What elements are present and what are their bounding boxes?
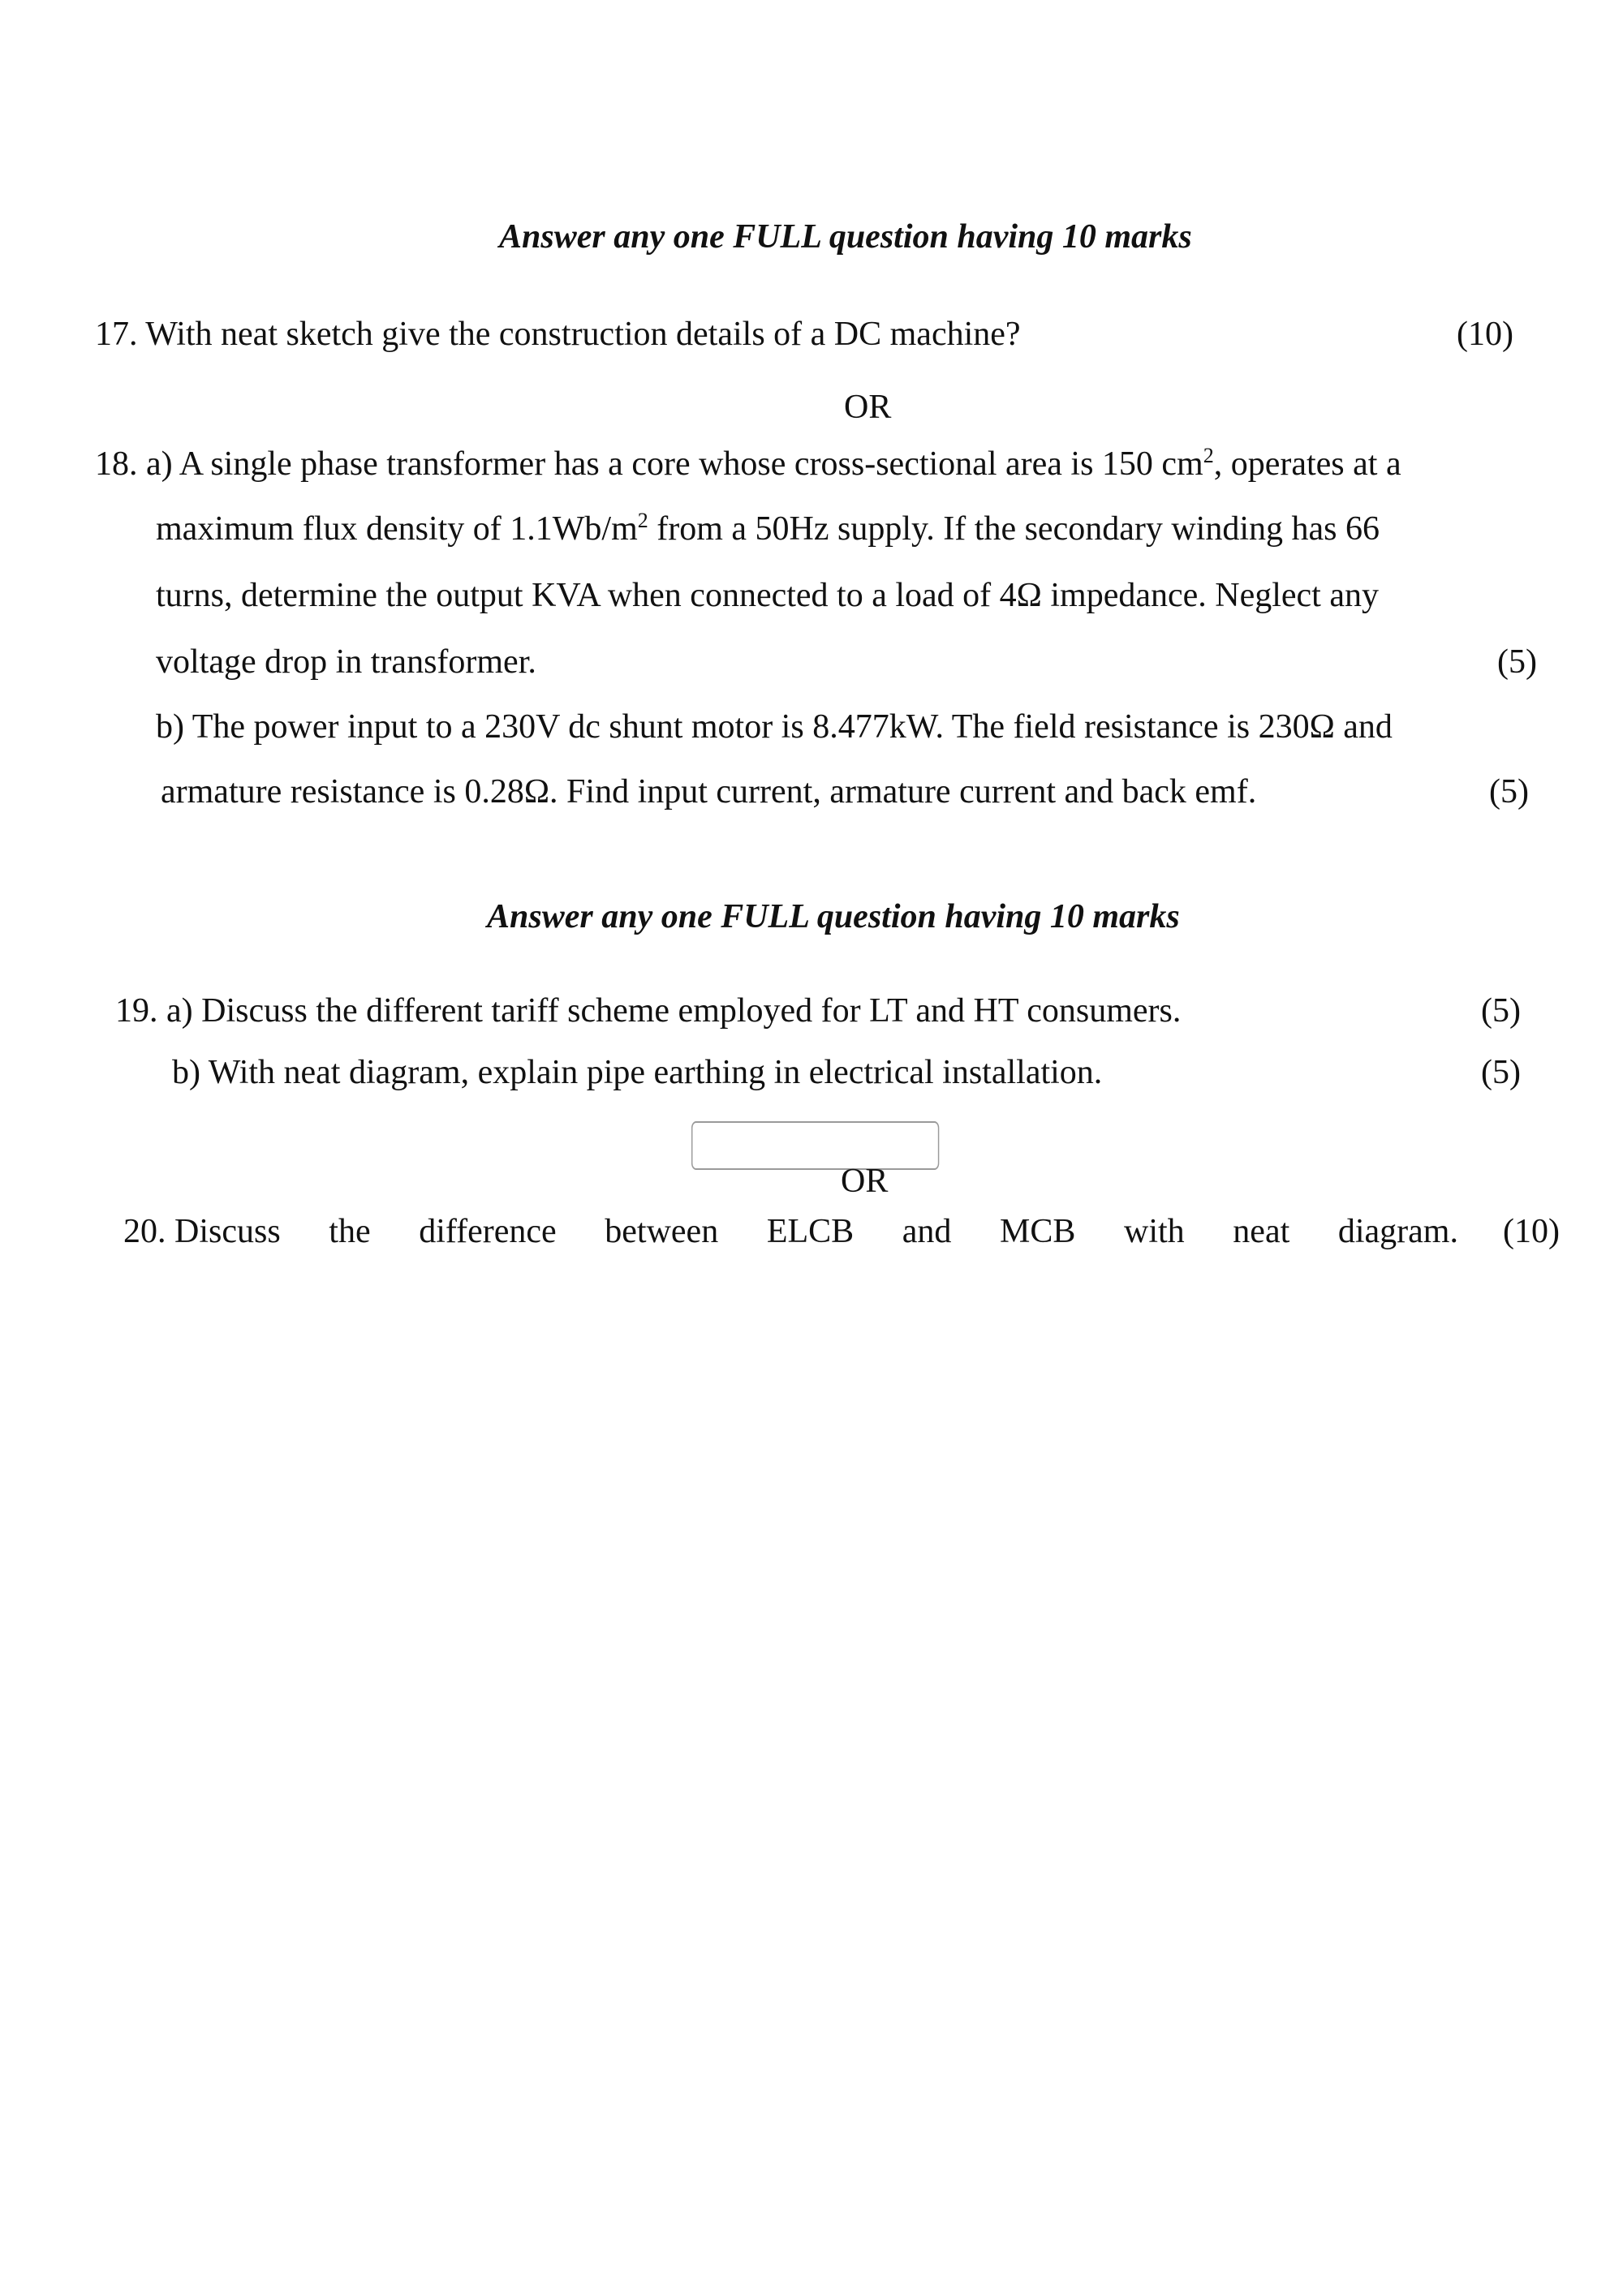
watermark-logo: [691, 1121, 939, 1170]
question-18a-marks: (5): [1497, 643, 1537, 681]
question-20-word: ELCB: [766, 1213, 855, 1250]
or-separator-1: OR: [844, 389, 892, 426]
question-18a-line-2-sup: 2: [637, 509, 648, 532]
question-20-word: between: [605, 1213, 719, 1250]
question-18a-line-4: voltage drop in transformer.: [156, 643, 536, 681]
question-18a-line-1-sup: 2: [1203, 444, 1214, 467]
question-20-word: with: [1124, 1213, 1185, 1250]
question-18a-line-1: [95, 445, 1401, 484]
question-20-word: difference: [419, 1213, 557, 1250]
question-20-word: neat: [1233, 1213, 1290, 1250]
question-19b-marks: (5): [1481, 1054, 1521, 1091]
question-18b-marks: (5): [1489, 773, 1529, 810]
question-19a-text: 19. a) Discuss the different tariff scheme employed for LT and HT consumers.: [115, 992, 1182, 1030]
section-heading-2: Answer any one FULL question having 10 marks: [487, 898, 1180, 935]
question-18a-line-1-tail: , operates at a: [1213, 445, 1401, 483]
or-separator-2: OR: [841, 1163, 889, 1200]
question-20-word: MCB: [1000, 1213, 1076, 1250]
question-18a-line-2-pre: maximum flux density of 1.1Wb/m: [156, 510, 638, 548]
question-20-marks: (10): [1503, 1213, 1560, 1250]
question-19a-marks: (5): [1481, 992, 1521, 1030]
question-20-text: [123, 1212, 1458, 1251]
question-20-word: the: [329, 1213, 371, 1250]
question-20-word: diagram.: [1337, 1213, 1458, 1250]
section-heading-1: Answer any one FULL question having 10 marks: [499, 218, 1192, 256]
question-17-text: 17. With neat sketch give the construction details of a DC machine?: [95, 316, 1021, 353]
question-19b-text: b) With neat diagram, explain pipe earthing in electrical installation.: [172, 1054, 1103, 1091]
question-20-word: 20. Discuss: [123, 1213, 281, 1250]
question-17-marks: (10): [1457, 316, 1513, 353]
question-18b-line-1: b) The power input to a 230V dc shunt motor is 8.477kW. The field resistance is 230Ω and: [156, 708, 1393, 746]
question-18a-line-3: turns, determine the output KVA when connected to a load of 4Ω impedance. Neglect any: [156, 577, 1379, 614]
question-18a-line-1-text: 18. a) A single phase transformer has a core whose cross-sectional area is 150 cm: [95, 445, 1203, 483]
question-18b-line-2: armature resistance is 0.28Ω. Find input current, armature current and back emf.: [161, 773, 1257, 810]
question-18a-line-2: [156, 510, 1380, 548]
question-20-word: and: [902, 1213, 952, 1250]
question-18a-line-2-post: from a 50Hz supply. If the secondary winding has 66: [648, 510, 1380, 548]
